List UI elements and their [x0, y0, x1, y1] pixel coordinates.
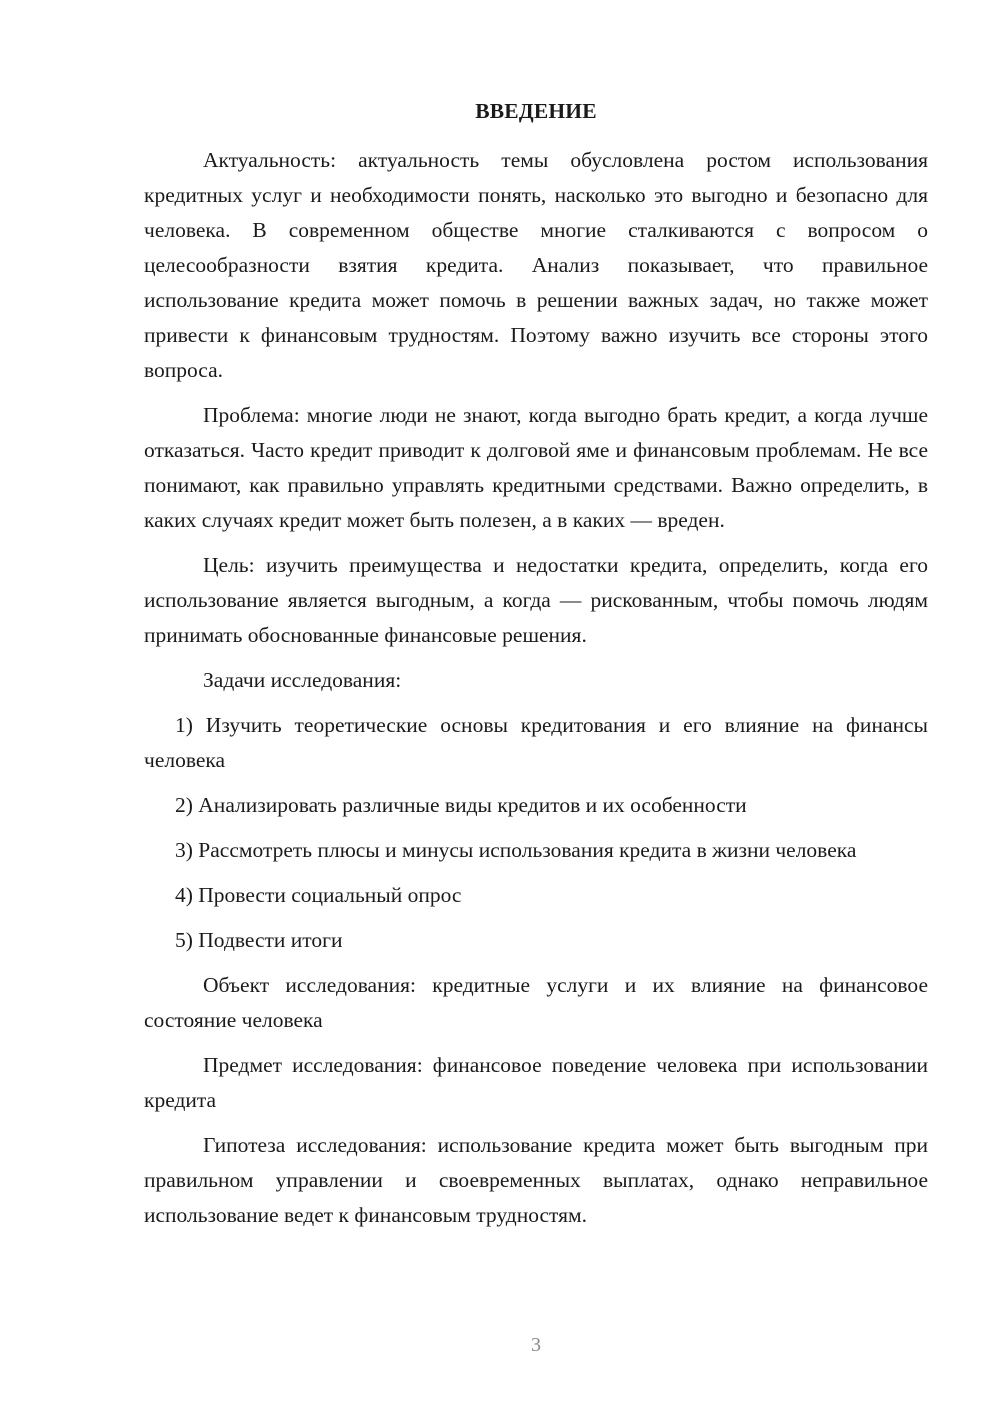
page-content — [144, 94, 928, 1243]
tasks-heading: Задачи исследования: — [203, 668, 402, 692]
task-item-1: 1) Изучить теоретические основы кредитования и его влияние на финансы человека — [144, 713, 928, 772]
task-item-4: 4) Провести социальный опрос — [175, 883, 462, 907]
task-item-3: 3) Рассмотреть плюсы и минусы использования кредита в жизни человека — [175, 838, 857, 862]
paragraph-subject: Предмет исследования: финансовое поведение человека при использовании кредита — [144, 1053, 928, 1112]
task-item-2: 2) Анализировать различные виды кредитов и их особенности — [175, 793, 747, 817]
page-number: 3 — [531, 1334, 541, 1356]
paragraph-object: Объект исследования: кредитные услуги и их влияние на финансовое состояние человека — [144, 973, 928, 1032]
paragraph-goal: Цель: изучить преимущества и недостатки кредита, определить, когда его использование является выгодным, а когда — рискованным, чтобы помочь людям принимать обоснованные финансовые решения. — [144, 553, 928, 647]
page-title: ВВЕДЕНИЕ — [475, 99, 597, 123]
paragraph-relevance: Актуальность: актуальность темы обусловлена ростом использования кредитных услуг и необходимости понять, насколько это выгодно и безопасно для человека. В современном обществе многие сталкиваются с вопросом о целесообразности взятия кредита. Анализ показывает, что правильное использование кредита может помочь в решении важных задач, но также может привести к финансовым трудностям. Поэтому важно изучить все стороны этого вопроса. — [144, 148, 928, 382]
task-item-5: 5) Подвести итоги — [175, 928, 343, 952]
paragraph-problem: Проблема: многие люди не знают, когда выгодно брать кредит, а когда лучше отказаться. Часто кредит приводит к долговой яме и финансовым проблемам. Не все понимают, как правильно управлять кредитными средствами. Важно определить, в каких случаях кредит может быть полезен, а в каких — вреден. — [144, 403, 928, 532]
paragraph-hypothesis: Гипотеза исследования: использование кредита может быть выгодным при правильном управлении и своевременных выплатах, однако неправильное использование ведет к финансовым трудностям. — [144, 1133, 928, 1227]
